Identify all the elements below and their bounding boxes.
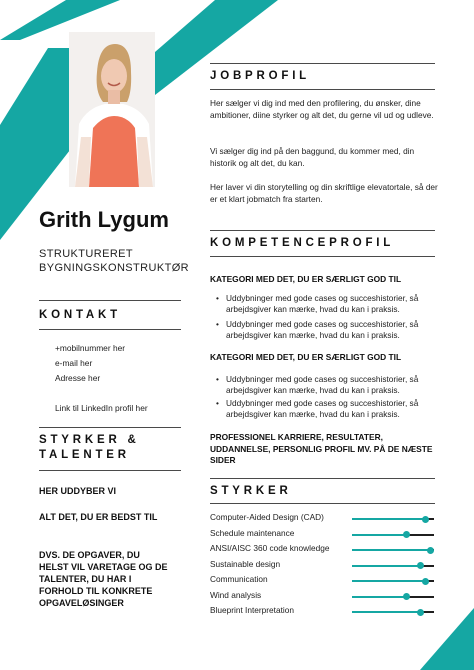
skill-level-bar (352, 611, 434, 613)
skill-level-bar (352, 565, 434, 567)
jobprofil-paragraph: Vi sælger dig ind på den baggund, du kommer med, din historik og alt det, du kan. (210, 146, 415, 168)
skill-level-fill (352, 518, 426, 520)
skill-label: ANSI/AISC 360 code knowledge (210, 543, 330, 553)
divider (210, 478, 435, 479)
contact-phone: +mobilnummer her (55, 343, 126, 353)
skill-label: Blueprint Interpretation (210, 605, 294, 615)
skill-level-bar (352, 549, 434, 551)
skill-level-knob (422, 578, 429, 585)
divider (210, 89, 435, 90)
divider (210, 256, 435, 257)
divider (39, 470, 181, 471)
skill-level-knob (427, 547, 434, 554)
skill-level-bar (352, 518, 434, 520)
styrker-heading: STYRKER (210, 485, 292, 497)
skill-level-fill (352, 580, 426, 582)
divider (210, 503, 435, 504)
skill-level-knob (422, 516, 429, 523)
strength-item: DVS. DE OPGAVER, DU HELST VIL VARETAGE OG DE TALENTER, DU HAR I FORHOLD TIL KONKRETE OPGAVELØSINGER (39, 550, 168, 608)
strength-item: HER UDDYBER VI (39, 486, 117, 496)
divider (39, 300, 181, 301)
category-title: KATEGORI MED DET, DU ER SÆRLIGT GOD TIL (210, 274, 402, 284)
person-name: Grith Lygum (39, 207, 169, 232)
skill-label: Communication (210, 574, 268, 584)
kompetenceprofil-heading: KOMPETENCEPROFIL (210, 237, 395, 249)
career-summary: PROFESSIONEL KARRIERE, RESULTATER, UDDANNELSE, PERSONLIG PROFIL MV. PÅ DE NÆSTE SIDER (210, 432, 433, 465)
strengths-heading: STYRKER & TALENTER (39, 434, 140, 461)
skill-level-knob (403, 593, 410, 600)
strength-item: ALT DET, DU ER BEDST TIL (39, 512, 158, 522)
skill-label: Schedule maintenance (210, 527, 295, 538)
jobprofil-paragraph: Her laver vi din storytelling og din skriftlige elevatortale, så der er et klart jobmatch fra starten. (210, 182, 438, 204)
skill-level-bar (352, 596, 434, 598)
category-bullet: • Uddybninger med gode cases og succeshistorier, så arbejdsgiver kan mærke, hvad du kan i praksis. (218, 374, 448, 396)
skill-level-fill (352, 565, 420, 567)
job-title: STRUKTURERET BYGNINGSKONSTRUKTØR (39, 248, 190, 274)
bottom-right-teal-corner (420, 608, 474, 670)
skill-label: Wind analysis (210, 589, 262, 600)
skill-level-bar (352, 580, 434, 582)
divider (39, 427, 181, 428)
contact-address: Adresse her (55, 373, 101, 383)
skill-level-knob (403, 531, 410, 538)
skill-level-bar (352, 534, 434, 536)
skill-level-knob (417, 562, 424, 569)
skill-level-fill (352, 596, 406, 598)
category-bullet: • Uddybninger med gode cases og succeshistorier, så arbejdsgiver kan mærke, hvad du kan i praksis. (218, 319, 448, 341)
skill-level-fill (352, 549, 431, 551)
contact-email[interactable]: e-mail her (55, 358, 93, 368)
contact-linkedin[interactable]: Link til LinkedIn profil her (55, 403, 148, 413)
skill-label: Computer-Aided Design (CAD) (210, 512, 324, 522)
jobprofil-heading: JOBPROFIL (210, 70, 311, 82)
category-bullet: • Uddybninger med gode cases og succeshistorier, så arbejdsgiver kan mærke, hvad du kan i praksis. (218, 398, 448, 420)
skill-level-fill (352, 534, 406, 536)
skill-label: Sustainable design (210, 558, 281, 569)
jobprofil-paragraph: Her sælger vi dig ind med den profilering, du ønsker, dine ambitioner, diine styrker og alt det, du gerne vil ud og udleve. (210, 98, 434, 120)
category-bullet: • Uddybninger med gode cases og succeshistorier, så arbejdsgiver kan mærke, hvad du kan i praksis. (218, 293, 448, 315)
profile-photo (69, 32, 155, 187)
contact-heading: KONTAKT (39, 309, 121, 321)
divider (39, 329, 181, 330)
divider (210, 63, 435, 64)
divider (210, 230, 435, 231)
skill-level-fill (352, 611, 420, 613)
skill-level-knob (417, 609, 424, 616)
category-title: KATEGORI MED DET, DU ER SÆRLIGT GOD TIL (210, 352, 402, 362)
